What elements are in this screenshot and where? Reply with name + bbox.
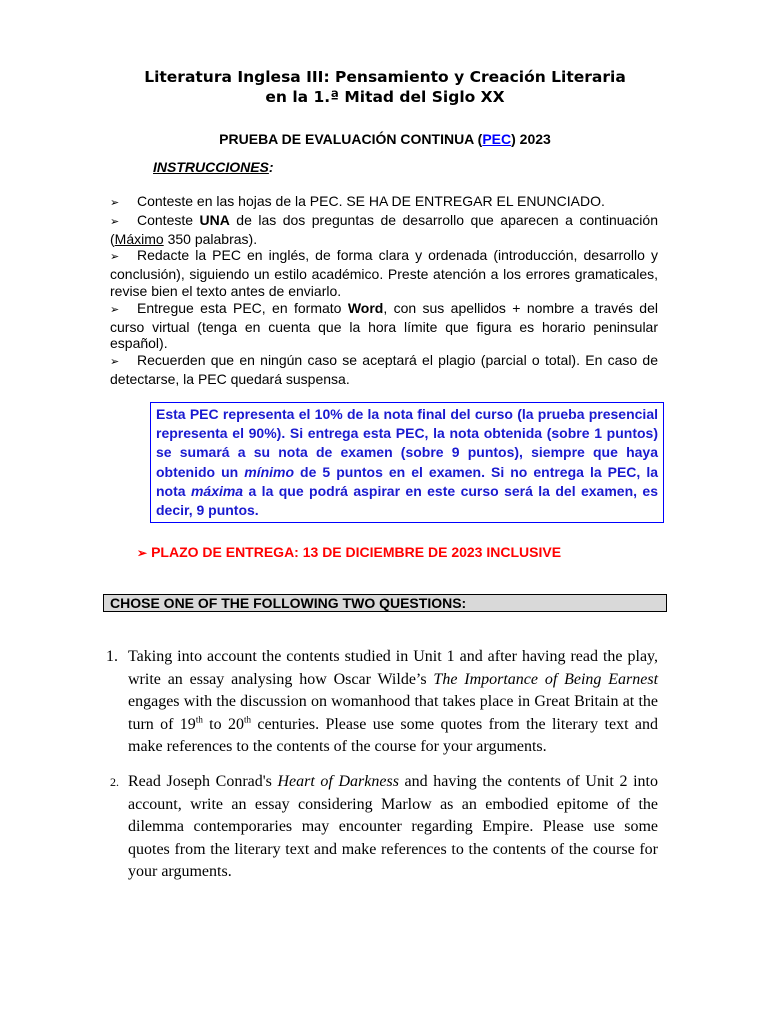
- instruction-item: [110, 300, 658, 352]
- notice-italic: mínimo: [244, 463, 295, 480]
- deadline-line: [137, 543, 561, 562]
- instruction-bold: Word: [347, 299, 384, 316]
- arrow-bullet-icon: ➢: [110, 197, 120, 209]
- instruction-text: , con sus apellidos + nombre a través del curso virtual (tenga en cuenta que la hora límite que figura es horario peninsular español).: [110, 299, 658, 352]
- instruction-item: [110, 352, 658, 388]
- arrow-bullet-icon: ➢: [110, 303, 120, 316]
- question-text: Taking into account the contents studied in Unit 1 and after having read the play, write an essay analysing how Oscar Wilde’s: [128, 648, 658, 688]
- question-number: 2.: [110, 774, 119, 789]
- subtitle-prefix: PRUEBA DE EVALUACIÓN CONTINUA (: [219, 131, 483, 147]
- document-title: [100, 67, 670, 107]
- work-title: Heart of Darkness: [277, 772, 399, 790]
- question-number: 1.: [106, 648, 118, 665]
- title-line-2: en la 1.ª Mitad del Siglo XX: [265, 88, 505, 106]
- notice-text: Esta PEC representa el 10% de la nota final del curso (la prueba presencial representa el 90%). Si entrega esta PEC, la nota obtenida (sobre 1 puntos) se sumará a su nota de examen (sobre 9 puntos), siempre que haya obtenido un: [156, 406, 658, 480]
- notice-italic: máxima: [190, 482, 244, 499]
- instruction-item: [110, 212, 658, 248]
- ordinal-suffix: th: [243, 714, 251, 725]
- instruction-text: Recuerden que en ningún caso se aceptará el plagio (parcial o total). En caso de detectarse, la PEC quedará suspensa.: [110, 352, 658, 387]
- instruction-bold: UNA: [199, 211, 230, 228]
- pec-link[interactable]: PEC: [482, 131, 512, 147]
- notice-text: de 5 puntos en el examen. Si no entrega la PEC, la nota: [156, 463, 659, 499]
- questions-list: [106, 646, 658, 884]
- work-title: The Importance of Being Earnest: [433, 670, 659, 688]
- instructions-list: [110, 193, 658, 388]
- instruction-underline: Máximo: [114, 230, 164, 247]
- subtitle-suffix: ) 2023: [511, 131, 551, 147]
- instruction-text: de las dos preguntas de desarrollo que aparecen a continuación (: [110, 211, 658, 247]
- arrow-bullet-icon: ➢: [110, 356, 120, 369]
- question-text: Read Joseph Conrad's: [128, 772, 278, 790]
- instructions-heading-colon: :: [268, 159, 274, 175]
- document-subtitle: [100, 130, 670, 148]
- instruction-item: [110, 193, 658, 212]
- arrow-bullet-icon: ➢: [110, 251, 120, 264]
- instruction-item: [110, 247, 658, 299]
- title-line-1: Literatura Inglesa III: Pensamiento y Creación Literaria: [144, 68, 626, 86]
- question-text: centuries. Please use some quotes from the literary text and make references to the contents of the course for your arguments.: [128, 715, 658, 756]
- notice-text: a la que podrá aspirar en este curso será la del examen, es decir, 9 puntos.: [156, 482, 658, 519]
- instructions-heading-label: INSTRUCCIONES: [153, 159, 269, 175]
- arrow-bullet-icon: ➢: [110, 215, 120, 228]
- instruction-text: Conteste: [137, 211, 200, 228]
- instruction-text: Conteste en las hojas de la PEC. SE HA DE ENTREGAR EL ENUNCIADO.: [137, 193, 605, 209]
- ordinal-suffix: th: [195, 714, 203, 725]
- instruction-text: Redacte la PEC en inglés, de forma clara y ordenada (introducción, desarrollo y conclusión), siguiendo un estilo académico. Preste atención a los errores gramaticales, revise bien el texto antes de enviarlo.: [110, 247, 658, 299]
- grading-notice-box: [150, 402, 664, 523]
- instructions-heading: [153, 158, 274, 176]
- questions-header-bar: CHOSE ONE OF THE FOLLOWING TWO QUESTIONS:: [103, 594, 667, 612]
- question-text: engages with the discussion on womanhood that takes place in Great Britain at the turn of 19: [128, 693, 658, 733]
- question-text: to 20: [202, 715, 244, 733]
- question-text: and having the contents of Unit 2 into account, write an essay considering Marlow as an embodied epitome of the dilemma contemporaries may encounter regarding Empire. Please use some quotes from the literary text and make references to the contents of the course for your arguments.: [128, 772, 658, 881]
- question-item: [106, 771, 658, 884]
- arrow-bullet-icon: ➢: [137, 546, 148, 560]
- deadline-text: PLAZO DE ENTREGA: 13 DE DICIEMBRE DE 2023 INCLUSIVE: [151, 544, 562, 560]
- instruction-text: 350 palabras).: [163, 230, 258, 247]
- instruction-text: Entregue esta PEC, en formato: [137, 299, 348, 316]
- question-item: [106, 646, 658, 759]
